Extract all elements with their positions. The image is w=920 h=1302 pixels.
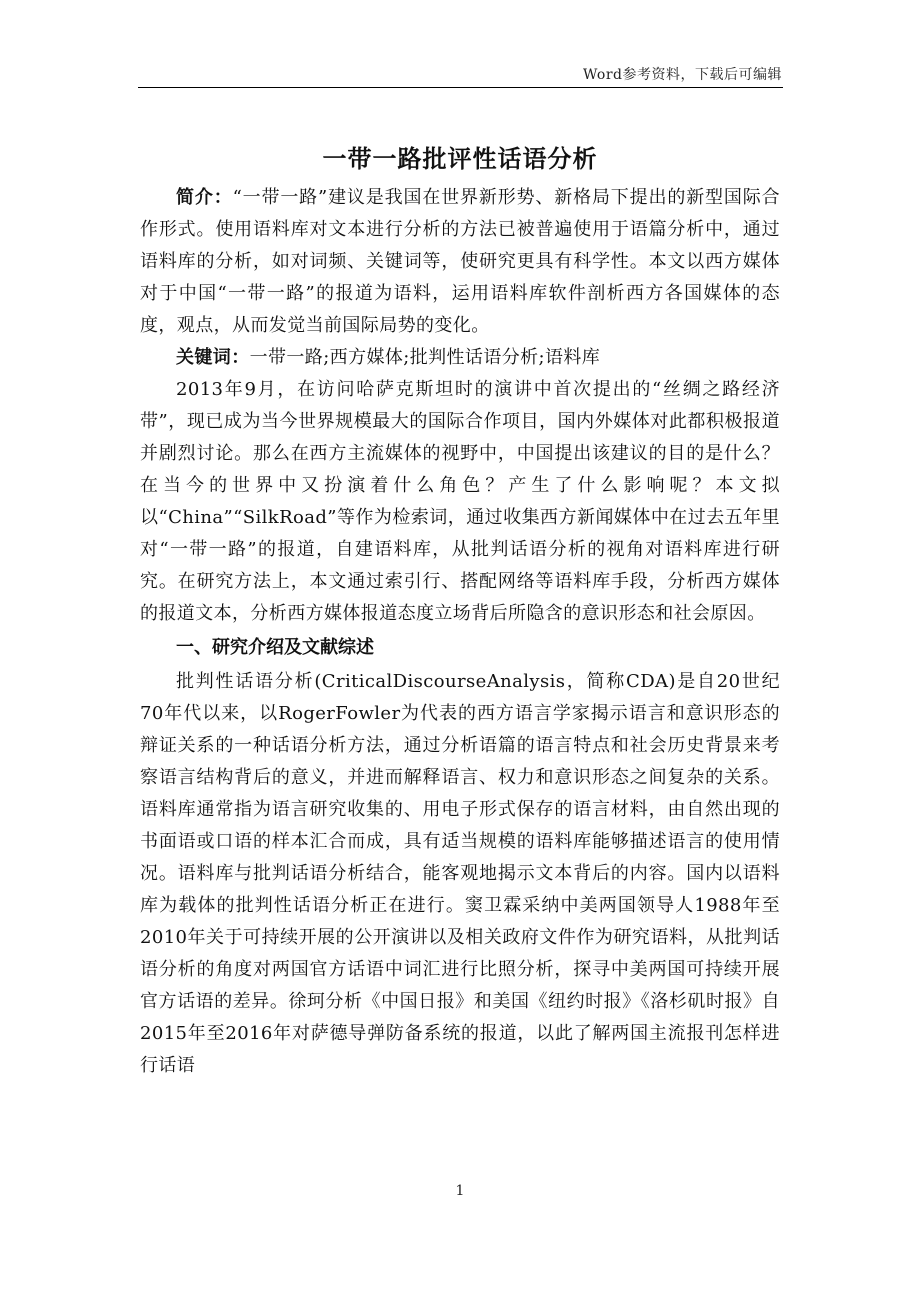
- body-paragraph-1: 2013年9月，在访问哈萨克斯坦时的演讲中首次提出的“丝绸之路经济带”，现已成为当今世界规模最大的国际合作项目，国内外媒体对此都积极报道并剧烈讨论。那么在西方主流媒体的视野中，中国提出该建议的目的是什么？在当今的世界中又扮演着什么角色？产生了什么影响呢？本文拟以“China”“SilkRoad”等作为检索词，通过收集西方新闻媒体中在过去五年里对“一带一路”的报道，自建语料库，从批判话语分析的视角对语料库进行研究。在研究方法上，本文通过索引行、搭配网络等语料库手段，分析西方媒体的报道文本，分析西方媒体报道态度立场背后所隐含的意识形态和社会原因。: [140, 379, 780, 624]
- document-title: 一带一路批评性话语分析: [322, 145, 598, 173]
- intro-label: 简介：: [176, 187, 233, 208]
- keywords-text: 一带一路;西方媒体;批判性话语分析;语料库: [249, 347, 601, 368]
- document-body: [140, 140, 780, 1082]
- intro-paragraph: [140, 182, 780, 342]
- section-heading: 一、研究介绍及文献综述: [176, 637, 374, 658]
- keywords-paragraph: [140, 342, 780, 374]
- header-divider: [138, 87, 783, 88]
- intro-text: “一带一路”建议是我国在世界新形势、新格局下提出的新型国际合作形式。使用语料库对文本进行分析的方法已被普遍使用于语篇分析中，通过语料库的分析，如对词频、关键词等，使研究更具有科学性。本文以西方媒体对于中国“一带一路”的报道为语料，运用语料库软件剖析西方各国媒体的态度，观点，从而发觉当前国际局势的变化。: [140, 187, 781, 336]
- page-number: 1: [455, 1183, 465, 1199]
- body-paragraph-2: 批判性话语分析(CriticalDiscourseAnalysis，简称CDA)是自20世纪70年代以来，以RogerFowler为代表的西方语言学家揭示语言和意识形态的辩证关系的一种话语分析方法，通过分析语篇的语言特点和社会历史背景来考察语言结构背后的意义，并进而解释语言、权力和意识形态之间复杂的关系。语料库通常指为语言研究收集的、用电子形式保存的语言材料，由自然出现的书面语或口语的样本汇合而成，具有适当规模的语料库能够描述语言的使用情况。语料库与批判话语分析结合，能客观地揭示文本背后的内容。国内以语料库为载体的批判性话语分析正在进行。窦卫霖采纳中美两国领导人1988年至2010年关于可持续开展的公开演讲以及相关政府文件作为研究语料，从批判话语分析的角度对两国官方话语中词汇进行比照分析，探寻中美两国可持续开展官方话语的差异。徐珂分析《中国日报》和美国《纽约时报》《洛杉矶时报》自2015年至2016年对萨德导弹防备系统的报道，以此了解两国主流报刊怎样进行话语: [140, 671, 780, 1076]
- keywords-label: 关键词：: [176, 347, 250, 368]
- header-note: Word参考资料，下载后可编辑: [582, 67, 782, 83]
